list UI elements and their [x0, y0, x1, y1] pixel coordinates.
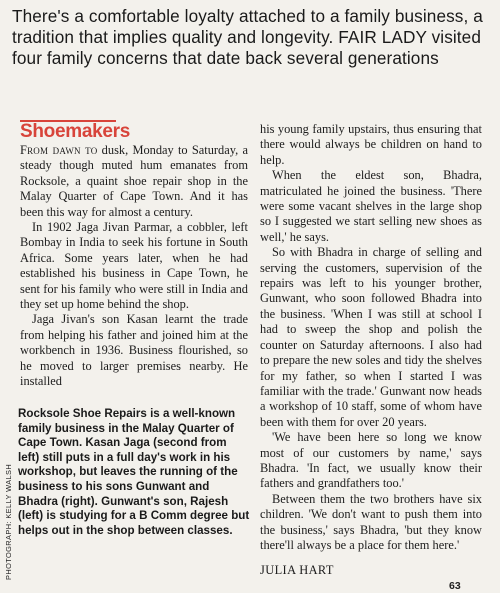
lead-in: From dawn to [20, 143, 98, 157]
article-paragraph: In 1902 Jaga Jivan Parmar, a cobbler, left Bombay in India to seek his fortune in South Africa. Some years later, when he had established his business in Cape Town, he sent for his family who were still in India and they set up home behind the shop. [20, 220, 248, 312]
intro-standfirst: There's a comfortable loyalty attached to a family business, a tradition that implies quality and longevity. FAIR LADY visited four family concerns that date back several generations [12, 6, 483, 68]
byline: JULIA HART [260, 563, 334, 578]
article-paragraph: Jaga Jivan's son Kasan learnt the trade from helping his father and joined him at the workbench in 1936. Business flourished, so he moved to larger premises nearby. He installed [20, 312, 248, 389]
article-paragraph: his young family upstairs, thus ensuring that there would always be children on hand to help. [260, 122, 482, 167]
article-paragraph [20, 143, 248, 220]
section-heading: Shoemakers [20, 121, 131, 142]
article-paragraph: 'We have been here so long we know most of our customers by name,' says Bhadra. 'In fact, we usually know their fathers and grandfathers too.' [260, 430, 482, 491]
article-paragraph: Between them the two brothers have six children. 'We don't want to push them into the business,' says Bhadra, 'but they know there'll always be a place for them here.' [260, 491, 482, 552]
article-paragraph: So with Bhadra in charge of selling and serving the customers, supervision of the repairs was left to his younger brother, Gunwant, who soon followed Bhadra into the business. 'When I was still at school I had to sweep the shop and polish the counter on Saturday afternoons. I also had to prepare the new soles and tidy the shelves for my father, so when I started I was familiar with the trade.' Gunwant now heads a workshop of 10 staff, some of whom have been with them for over 20 years. [260, 245, 482, 429]
photo-caption: Rocksole Shoe Repairs is a well-known family business in the Malay Quarter of Cape Town. Kasan Jaga (second from left) still puts in a full day's work in his workshop, but leaves the running of the business to his sons Gunwant and Bhadra (right). Gunwant's son, Rajesh (left) is studying for a B Comm degree but helps out in the shop between classes. [18, 407, 250, 537]
paragraph-text: dusk, Monday to Saturday, a steady though muted hum emanates from Rocksole, a quaint shoe repair shop in the Malay Quarter of Cape Town. And it has been this way for almost a century. [20, 143, 248, 219]
article-paragraph: When the eldest son, Bhadra, matriculated he joined the business. 'There were some vacant shelves in the large shop so I suggested we start selling new shoes as well,' he says. [260, 168, 482, 244]
left-column [20, 120, 248, 390]
right-column [260, 122, 482, 578]
page-number: 63 [449, 580, 461, 592]
photo-credit: PHOTOGRAPH: KELLY WALSH [4, 463, 13, 580]
